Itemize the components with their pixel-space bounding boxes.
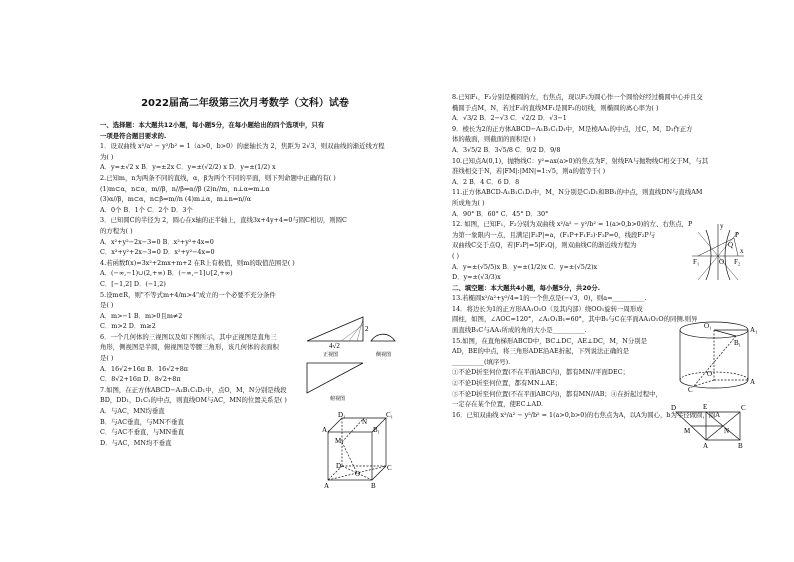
label-p: P: [735, 231, 739, 239]
q12-line-3: 双曲线C交于点Q，若|F₂P|=5|F₂Q|，则双曲线C的渐近线方程为: [452, 241, 637, 250]
q6-line-2: 角形，侧视图是半圆，俯视图是等腰三角形，该几何体的表面积: [100, 343, 279, 352]
q11-line-1: 11.正方体ABCD-A₁B₁C₁D₁中，M，N分别是C₁D₁和BB₁的中点，则直线DN与直线AM: [452, 188, 703, 197]
q10-options: A．2 B．4 C．6 D．8: [452, 177, 520, 186]
q9-line-2: 体的截面，则截面的面积是( ): [452, 135, 536, 144]
label-b: B: [738, 442, 743, 450]
label-n: N: [362, 418, 368, 426]
q4-options-ab: A．(−∞,−1)∪(2,+∞) B．(−∞,−1]∪[2,+∞): [100, 269, 233, 278]
q6-line-1: 6．一个几何体的三视图以及如下图所示，其中正视图是直角三: [100, 332, 277, 341]
dim-side-label: 2: [365, 325, 369, 333]
q3-line-2: 的方程为( ): [100, 226, 133, 235]
q9-options: A．3√5/2 B．3√5/8 C．9/2 D．9/8: [452, 145, 561, 154]
q2-line-2: (1)m⊂α，n⊂α，m//β，n//β⇒α//β (2)n//m，n⊥α⇒m⊥α: [100, 184, 270, 193]
q15-item-4: 一定存在某个位置，使EC⊥AD.: [452, 400, 544, 409]
q12-line-4: ( ): [452, 251, 460, 260]
label-o: O: [719, 258, 725, 266]
q14-line-2: 圆柱，如图，∠AOC=120°，∠A₁O₁B₁=60°，其中B₁与C在平面AA₁O₁O的同侧.则异: [452, 315, 698, 324]
dim-top-label: 4√2: [329, 342, 340, 350]
q3-options-ab: A．x²+y²−2x−3=0 B．x²+y²+4x=0: [100, 237, 214, 246]
top-view-triangle: [307, 363, 363, 393]
q15-line-1: 15.如图，在直角梯形ABCD中，BC⊥DC，AE⊥DC，M，N分别是: [452, 336, 648, 345]
q12-option-d: D．y=±(√3/3)x: [452, 273, 501, 282]
q15-line-3: __________(填序号).: [452, 357, 511, 366]
q15-item-1: ①不论D折至何位置(不在平面ABC内)，都有MN//平面DEC；: [452, 368, 629, 377]
label-b: B: [371, 482, 376, 490]
q5-line-2: 是( ): [100, 301, 114, 310]
q12-line-2: 为第一象限内一点，且满足|F₂P|=a，(F₁P+F₁F₂)·F₂P=0，线段F₂P与: [452, 230, 656, 239]
trapezoid-figure: [670, 400, 748, 450]
top-view-label: 俯视图: [330, 397, 346, 402]
q11-line-2: 所成角为( ): [452, 198, 485, 207]
q5-options-ab: A．m>−1 B．m>0且m≠2: [100, 311, 183, 320]
q9-line-1: 9．棱长为2的正方体ABCD−A₁B₁C₁D₁中，M是棱AA₁的中点，过C，M，D₁作正方: [452, 124, 693, 133]
label-y: y: [720, 222, 724, 230]
side-view-label: 侧视图: [376, 353, 392, 358]
q12-line-1: 12. 如图，已知F₁，F₂分别为双曲线 x²/a² − y²/b² = 1(a>0,b>0)的左、右焦点，P: [452, 220, 693, 229]
q1-options: A．y=±√2 x B．y=±2x C．y=±(√2/2) x D．y=±(1/2) x: [100, 163, 276, 172]
cube-figure: [322, 410, 392, 492]
label-f2: F₂: [734, 258, 741, 266]
q16-line-1: 16．已知双曲线 x²/a² − y²/b² = 1(a>0,b>0)的右焦点为A，以A为圆心，b为半径做圆，圆A: [452, 410, 720, 419]
q4-line-1: 4.若函数f(x)=3x²+2mx+m+2 在R上有极值，则m的取值范围是( ): [100, 258, 295, 267]
label-c1: C₁: [386, 411, 394, 419]
q5-options-cd: C．m>2 D．m≥2: [100, 322, 156, 331]
q7-option-d: D．与AC，MN均不垂直: [100, 438, 172, 447]
q6-options-ab: A．16√2+16π B．16√2+8π: [100, 364, 188, 373]
label-q: Q: [728, 241, 734, 249]
label-d1: D₁: [338, 411, 346, 419]
q6-line-3: 是( ): [100, 354, 114, 363]
q4-options-cd: C．[−1,2] D．(−1,2): [100, 279, 166, 288]
label-x: x: [740, 247, 744, 255]
q13-line-1: 13.若椭圆x²/a²+y²/4=1的一个焦点是(−√3，0)，则a=__________.: [452, 294, 647, 303]
q8-line-1: 8.已知F₁，F₂分别是椭圆的左，右焦点，现以F₂为圆心作一个圆恰好经过椭圆中心并且交: [452, 93, 703, 101]
q15-item-2: ②不论D折至何位置，都有MN⊥AE；: [452, 379, 562, 388]
q3-line-1: 3．已知圆C的半径为 2，圆心在x轴的正半轴上，直线3x+4y+4=0与圆C相切，则圆C: [100, 216, 347, 225]
q2-line-3: (3)α//β，m⊂α，n⊂β⇒m//n (4)m⊥α，m⊥n⇒n//α: [100, 195, 252, 204]
label-a: A: [703, 442, 709, 450]
front-view-triangle: [307, 317, 363, 341]
section1-header: 一、选择题：本大题共12小题，每小题5分，在每小题给出的四个选项中，只有: [100, 121, 325, 129]
label-m: M: [335, 437, 342, 445]
label-a: A: [750, 378, 756, 386]
label-c: C: [688, 386, 693, 394]
label-n: N: [724, 427, 730, 435]
q8-options: A．√3/2 B．2−√3 C．√2/2 D．√3−1: [452, 114, 567, 123]
q7-line-1: 7.如图，在正方体ABCD−A₁B₁C₁D₁中，点O，M，N分别是线段: [100, 385, 287, 394]
label-o: O: [707, 370, 713, 378]
q7-line-2: BD，DD₁，D₁C₁的中点，则直线OM与AC，MN的位置关系是( ): [100, 396, 287, 405]
label-d: D: [336, 462, 342, 470]
q10-line-1: 10.已知点A(0,1)，抛物线C：y²=ax(a>0)的焦点为F，射线FA与抛物线C相交于M，与其: [452, 156, 709, 165]
side-view-semicircle: [371, 334, 395, 341]
cylinder-figure: [674, 318, 758, 394]
label-a1: A₁: [322, 426, 330, 434]
page-title: 2022届高二年级第三次月考数学（文科）试卷: [141, 98, 349, 109]
q14-line-3: 面直线B₁C与AA₁所成的角的大小是__________.: [452, 326, 587, 335]
q1-line-1: 1．设双曲线 x²/a² − y²/b² = 1（a>0，b>0）的虚轴长为 2，焦距为 2√3，则双曲线的渐近线方程: [100, 142, 385, 151]
q2-line-1: 2.已知m，n为两条不同的直线，α，β为两个不同的平面，则下列命题中正确的有( ): [100, 173, 336, 182]
q1-line-2: 为( ): [100, 152, 114, 161]
label-o1: O₁: [704, 322, 712, 330]
label-c: C: [741, 404, 746, 412]
q12-options-abc: A．y=±(√5/5)x B．y=±(1/2)x C．y=±(√5/2)x: [452, 262, 598, 271]
label-d: D: [671, 404, 677, 412]
q3-options-cd: C．x²+y²+2x−3=0 D．x²+y²−4x=0: [100, 248, 215, 257]
q15-line-2: AD，BE的中点，将三角形ADE沿AE折起，下列说法正确的是: [452, 347, 629, 356]
q8-line-2: 椭圆于点M，N，若过F₁的直线MF₁是圆F₂的切线，则椭圆的离心率为( ): [452, 103, 659, 112]
label-c: C: [387, 464, 392, 472]
q6-options-cd: C．8√2+16π D．8√2+8π: [100, 375, 181, 384]
front-view-label: 正视图: [323, 353, 339, 358]
label-o: O: [355, 470, 361, 478]
q5-line-1: 5.设m∈R，则"不等式m+4/m>4"成立的一个必要不充分条件: [100, 290, 276, 299]
q7-option-a: A．与AC，MN均垂直: [100, 407, 165, 416]
label-b1: B₁: [734, 339, 742, 347]
label-a1: A₁: [750, 326, 758, 334]
q7-option-b: B．与AC垂直，与MN不垂直: [100, 417, 184, 426]
section2-header: 二、填空题：本大题共4小题，每小题5分，共20分.: [452, 283, 601, 292]
label-b1: B₁: [373, 426, 381, 434]
q15-item-3: ③不论D折至何位置(不在平面ABC内)，都有MN//AB；④在折起过程中，: [452, 389, 662, 398]
label-f1: F₁: [693, 258, 700, 266]
q7-option-c: C．与AC不垂直，与MN垂直: [100, 428, 185, 437]
q11-options: A．90° B．60° C．45° D．30°: [452, 209, 549, 218]
label-e: E: [703, 403, 708, 411]
label-a: A: [324, 482, 330, 490]
three-view-figure: [305, 305, 395, 400]
section1-header-cont: 一项是符合题目要求的.: [100, 131, 167, 140]
label-m: M: [684, 427, 691, 435]
hyperbola-figure: [690, 222, 746, 282]
q14-line-1: 14．将边长为1的正方形AA₁O₁O（及其内部）绕OO₁旋转一周形成: [452, 304, 643, 313]
q2-options: A．0个 B．1个 C．2个 D．3个: [100, 205, 193, 214]
q10-line-2: 准线相交于N，若|FM|:|MN|=1:√5，则a的值等于( ): [452, 167, 606, 176]
